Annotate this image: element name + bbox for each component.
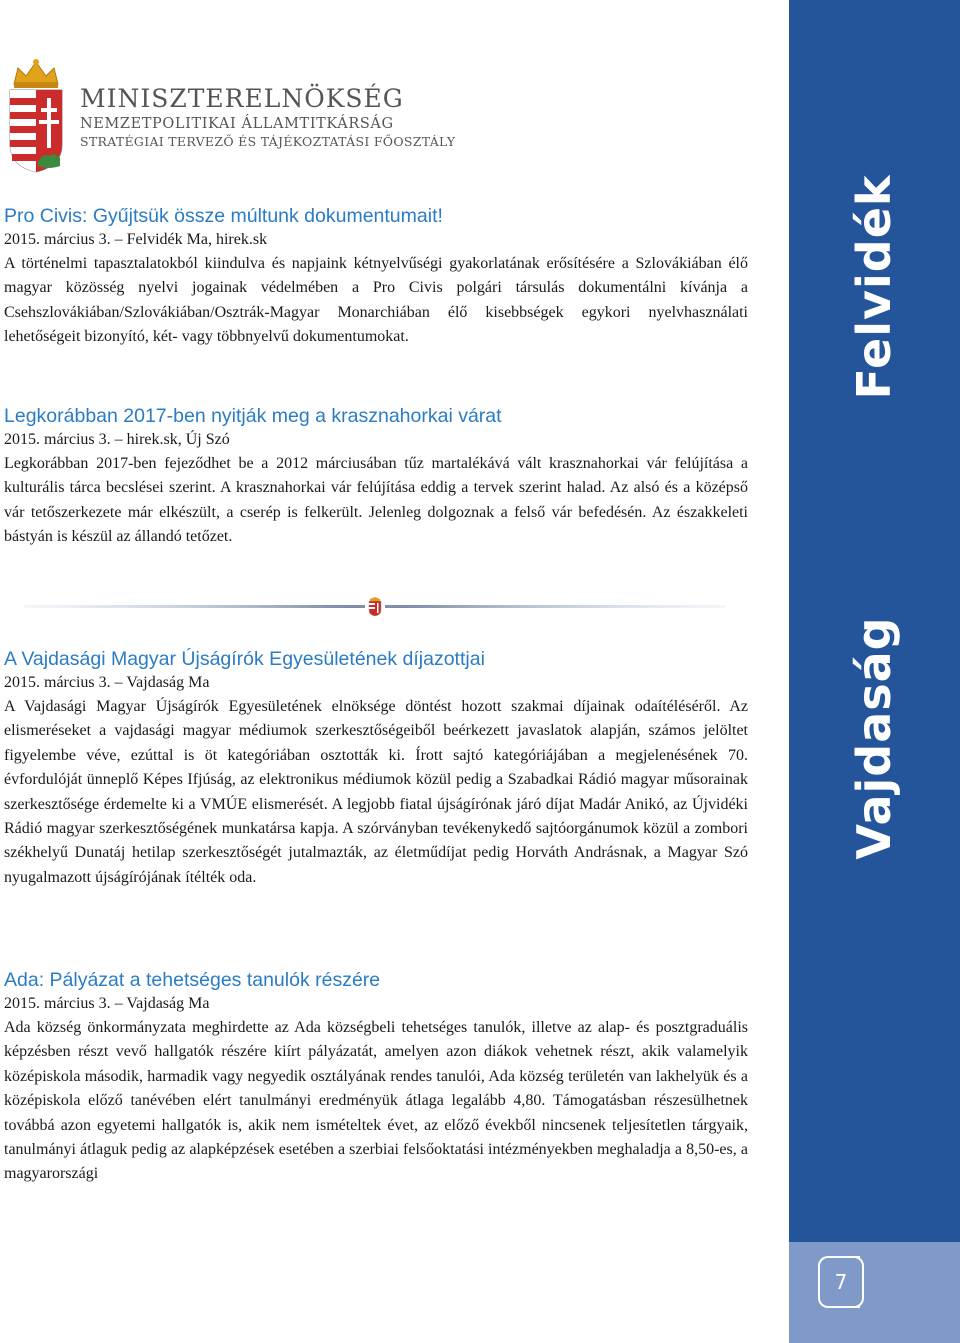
coat-of-arms-icon (6, 58, 66, 174)
article-body: Legkorábban 2017-ben fejeződhet be a 2012 márciusában tűz martalékává vált krasznahorkai vár felújítása a kulturális tárca becslései szerint. A krasznahorkai vár felújítása eddig a tervek szerint halad. Az alsó és a középső vár tetőszerkezete már elkészült, a cserép is felkerült. Jelenleg dolgoznak a felső vár befedésén. Az északkeleti bástyán is készül az állandó tetőzet. (4, 455, 748, 546)
article-title: Legkorábban 2017-ben nyitják meg a krasznahorkai várat (4, 405, 502, 427)
org-subtitle-2: STRATÉGIAI TERVEZŐ ÉS TÁJÉKOZTATÁSI FŐOSZTÁLY (80, 134, 456, 149)
section-divider (24, 597, 726, 617)
article-body: Ada község önkormányzata meghirdette az Ada községbeli tehetséges tanulók, illetve az alap- és posztgraduális képzésben részt vevő hallgatók részére kiírt pályázatát, amelyen azon diákok vehetnek részt, akik valamelyik középiskola második, harmadik vagy negyedik osztályának rendes tanulói, Ada község területén van lakhelyük és a középiskola előző tanévében elért tanulmányi eredményük átlaga legalább 4,80. Támogatásban részesülhetnek továbbá azon egyetemi hallgatók is, akik nem ismételtek évet, az előző évekből nincsenek teljesítetlen tárgyaik, tanulmányi átlaguk pedig az alapképzések esetében a szerbiai felsőoktatási intézményekben meghaladja a 8,50-es, a magyarországi (4, 1019, 748, 1183)
sidebar-footer (789, 1242, 960, 1343)
article-pro-civis (4, 204, 748, 350)
article-title: A Vajdasági Magyar Újságírók Egyesületének díjazottjai (4, 648, 485, 670)
article-meta: 2015. március 3. – Vajdaság Ma (4, 995, 210, 1012)
page-number: 7 (834, 1270, 848, 1294)
article-meta: 2015. március 3. – Vajdaság Ma (4, 674, 210, 691)
article-body: A Vajdasági Magyar Újságírók Egyesületének elnöksége döntést hozott szakmai díjainak odaítéléséről. Az elismeréseket a vajdasági magyar médiumok szerkesztőségeiből beérkezett javaslatok alapján, számos jelöltet figyelembe véve, ezúttal is öt kategóriában osztották ki. Írott sajtó kategóriájában a megjelenésének 70. évfordulóját ünneplő Képes Ifjúság, az elektronikus médiumok közül pedig a Szabadkai Rádió magyar műsorainak szerkesztősége érdemelte ki a VMÚE elismerését. A legjobb fiatal újságírónak járó díjat Madár Anikó, az Újvidéki Rádió magyar szerkesztőségének munkatársa kapja. A szórványban tevékenykedő sajtóorgánumok közül a zombori székhelyű Dunatáj hetilap szerkesztőségét jutalmazták, az életműdíjat pedig Horváth Andrásnak, a Magyar Szó nyugalmazott újságírójának ítélték oda. (4, 698, 748, 886)
section-label-felvidek: Felvidék (847, 174, 901, 400)
article-krasznahorka (4, 404, 748, 550)
ministry-header (80, 86, 455, 150)
article-vmue-awards (4, 647, 748, 890)
section-label-vajdasag: Vajdaság (847, 616, 901, 860)
org-subtitle-1: NEMZETPOLITIKAI ÁLLAMTITKÁRSÁG (80, 116, 394, 132)
article-ada-scholarship (4, 968, 748, 1187)
article-meta: 2015. március 3. – hirek.sk, Új Szó (4, 431, 230, 448)
article-meta: 2015. március 3. – Felvidék Ma, hirek.sk (4, 231, 268, 248)
article-title: Ada: Pályázat a tehetséges tanulók részére (4, 969, 381, 991)
article-title: Pro Civis: Gyűjtsük össze múltunk dokumentumait! (4, 205, 443, 227)
org-name: MINISZTERELNÖKSÉG (80, 84, 404, 113)
article-body: A történelmi tapasztalatokból kiindulva és napjaink kétnyelvűségi gyakorlatának erősítésére a Szlovákiában élő magyar közösség nyelvi jogainak védelmében a Pro Civis polgári társulás dokumentálni kívánja a Csehszlovákiában/Szlovákiában/Osztrák-Magyar Monarchiában élő kisebbségek egykori nyelvhasználati lehetőségeit bizonyító, két- vagy többnyelvű dokumentumokat. (4, 255, 748, 346)
